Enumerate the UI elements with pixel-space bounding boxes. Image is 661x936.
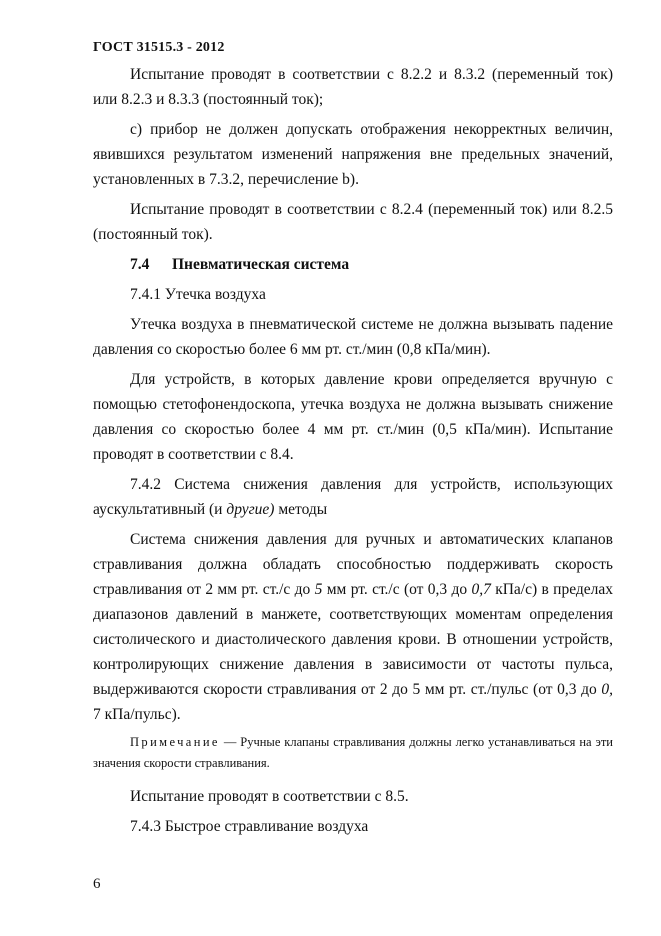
paragraph-air-leak: Утечка воздуха в пневматической системе не должна вызывать падение давления со скоростью более 6 мм рт. ст./мин (0,8 кПа/мин). [93, 316, 613, 358]
paragraph-test-8-5: Испытание проводят в соответствии с 8.5. [130, 788, 409, 805]
note-label: Примечание [130, 735, 220, 749]
paragraph-manual-devices: Для устройств, в которых давление крови определяется вручную с помощью стетофонендоскопа, утечка воздуха не должна вызывать снижение давления со скоростью более 4 мм рт. ст./мин (0,5 кПа/мин). Испытание проводят в соответствии с 8.4. [93, 371, 613, 463]
page-number: 6 [93, 876, 101, 892]
document-code-header: ГОСТ 31515.3 - 2012 [93, 40, 225, 55]
list-item-c: c) прибор не должен допускать отображения некорректных величин, явившихся результатом изменений напряжения вне предельных значений, установленных в 7.3.2, перечисление b). [93, 121, 613, 188]
note-paragraph [93, 732, 613, 774]
section-number: 7.4 [130, 256, 150, 273]
note-text: — Ручные клапаны стравливания должны легко устанавливаться на эти значения скорости стравливания. [93, 735, 613, 770]
italic-text: 0,7 [471, 581, 491, 598]
section-heading-7-4 [93, 252, 613, 277]
italic-text: другие) [226, 501, 275, 518]
subsection-heading-7-4-1: 7.4.1 Утечка воздуха [130, 286, 266, 303]
paragraph-test-8-2-2: Испытание проводят в соответствии с 8.2.2 и 8.3.2 (переменный ток) или 8.2.3 и 8.3.3 (постоянный ток); [93, 66, 613, 108]
document-body [93, 62, 613, 844]
italic-text: 0, [601, 681, 613, 698]
paragraph-test-8-2-4: Испытание проводят в соответствии с 8.2.4 (переменный ток) или 8.2.5 (постоянный ток). [93, 201, 613, 243]
subsection-heading-7-4-3: 7.4.3 Быстрое стравливание воздуха [130, 818, 369, 835]
paragraph-deflation-rate: Система снижения давления для ручных и автоматических клапанов стравливания должна обладать способностью поддерживать скорость стравливания от 2 мм рт. ст./с до 5 мм рт. ст./с (от 0,3 до 0,7 кПа/с) в пределах диапазонов давлений в манжете, соответствующих моментам определения систолического и диастолического давления крови. В отношении устройств, контролирующих снижение давления в зависимости от частоты пульса, выдерживаются скорости стравливания от 2 до 5 мм рт. ст./пульс (от 0,3 до 0, 7 кПа/пульс). [93, 531, 614, 723]
section-title: Пневматическая система [172, 256, 350, 273]
subsection-heading-7-4-2: 7.4.2 Система снижения давления для устройств, использующих аускультативный (и другие) методы [93, 476, 613, 518]
italic-text: 5 [314, 581, 323, 598]
